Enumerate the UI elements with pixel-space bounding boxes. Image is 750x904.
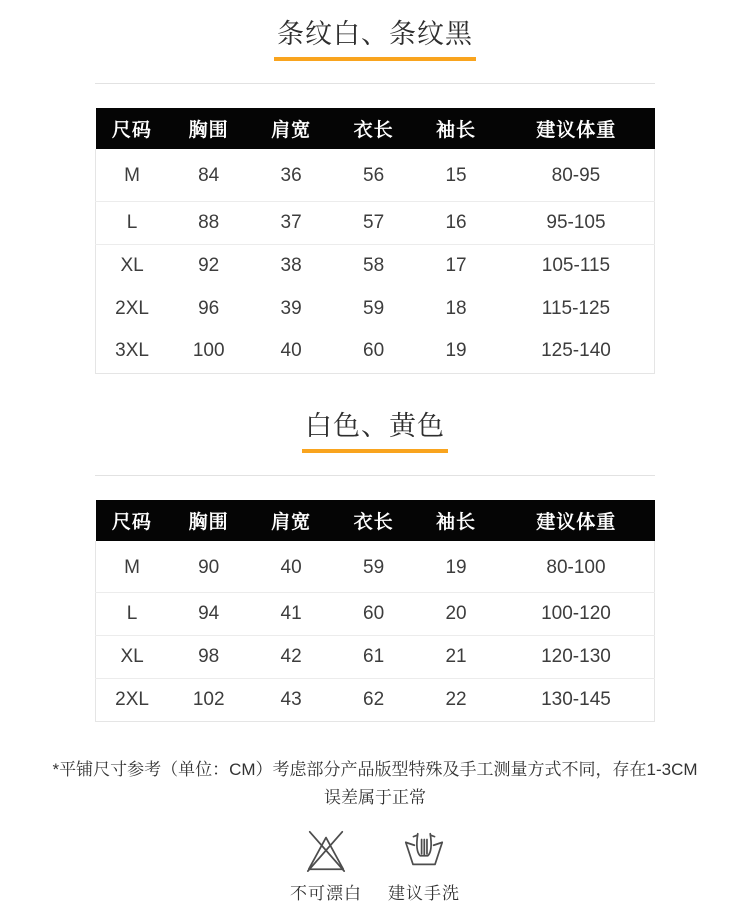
table-cell: 59 [333, 541, 414, 593]
table-cell: 20 [414, 593, 498, 636]
table-cell: 105-115 [498, 244, 655, 287]
table-cell: 60 [333, 593, 414, 636]
measurement-footnote: *平铺尺寸参考（单位：CM）考虑部分产品版型特殊及手工测量方式不同，存在1-3CM误差属于正常 [52, 760, 698, 807]
table-cell: 3XL [96, 330, 169, 373]
table-cell: 100 [168, 330, 249, 373]
care-item-hand-wash [388, 828, 460, 904]
column-header: 衣长 [333, 108, 414, 149]
header-row [96, 500, 655, 541]
table-cell: 62 [333, 679, 414, 722]
column-header: 袖长 [414, 108, 498, 149]
table-cell: XL [96, 636, 169, 679]
table-cell: 36 [249, 149, 333, 201]
table-cell: 21 [414, 636, 498, 679]
table-cell: L [96, 201, 169, 244]
table-row [96, 201, 655, 244]
table-row [96, 287, 655, 330]
hand-wash-icon [401, 828, 447, 874]
table-cell: 84 [168, 149, 249, 201]
table-cell: 38 [280, 254, 302, 276]
table-cell: 39 [280, 297, 302, 319]
table-cell: 41 [249, 593, 333, 636]
table-row [96, 593, 655, 636]
table-cell: M [96, 541, 169, 593]
column-header: 衣长 [333, 500, 414, 541]
divider-line [95, 83, 655, 84]
column-header: 尺码 [96, 108, 169, 149]
table-cell: 58 [363, 254, 385, 276]
table-cell: 59 [363, 297, 385, 319]
column-header: 肩宽 [249, 108, 333, 149]
table-cell: 56 [333, 149, 414, 201]
table-cell: XL [96, 244, 169, 287]
table-cell: 40 [249, 330, 333, 373]
table-cell: 19 [414, 541, 498, 593]
section2-title [0, 404, 750, 453]
table-cell: 125-140 [498, 330, 655, 373]
table-row [96, 541, 655, 593]
table-cell: 130-145 [498, 679, 655, 722]
table-cell: 102 [168, 679, 249, 722]
column-header: 胸围 [168, 500, 249, 541]
table-cell: 90 [168, 541, 249, 593]
section2-title-text: 白色、黄色 [302, 404, 448, 453]
table-cell: 100-120 [498, 593, 655, 636]
table-cell: 43 [249, 679, 333, 722]
table-cell: 2XL [96, 287, 169, 330]
table-cell: 22 [414, 679, 498, 722]
table-cell: 95-105 [498, 201, 655, 244]
divider-line [95, 475, 655, 476]
table-cell: 80-95 [498, 149, 655, 201]
table-cell: 96 [198, 297, 220, 319]
table-cell: 2XL [96, 679, 169, 722]
table-cell: 98 [168, 636, 249, 679]
column-header: 建议体重 [498, 108, 655, 149]
table-cell: 115-125 [498, 287, 655, 330]
table-cell: 40 [249, 541, 333, 593]
table-cell: 60 [333, 330, 414, 373]
column-header: 肩宽 [249, 500, 333, 541]
table-cell: 19 [414, 330, 498, 373]
column-header: 袖长 [414, 500, 498, 541]
table-cell: 120-130 [498, 636, 655, 679]
table-cell: 94 [168, 593, 249, 636]
column-header: 尺码 [96, 500, 169, 541]
table-cell: 37 [249, 201, 333, 244]
table-cell: 61 [333, 636, 414, 679]
table-cell: 92 [198, 254, 220, 276]
table-cell: 17 [445, 254, 467, 276]
table-cell: 88 [168, 201, 249, 244]
table-cell: 42 [249, 636, 333, 679]
table-row [96, 679, 655, 722]
care-label-hand-wash: 建议手洗 [388, 884, 460, 903]
table-cell: 80-100 [498, 541, 655, 593]
section1-title [0, 12, 750, 61]
table-row [96, 636, 655, 679]
table-row [96, 330, 655, 373]
size-table-solid [95, 500, 655, 723]
header-row [96, 108, 655, 149]
no-bleach-icon [303, 828, 349, 874]
table-cell: L [96, 593, 169, 636]
table-row [96, 244, 655, 287]
size-table-striped [95, 108, 655, 374]
table-cell: 57 [333, 201, 414, 244]
care-item-no-bleach [290, 828, 362, 904]
table-cell: 16 [414, 201, 498, 244]
care-instructions [0, 828, 750, 904]
section1-title-text: 条纹白、条纹黑 [274, 12, 476, 61]
care-label-no-bleach: 不可漂白 [290, 884, 362, 903]
table-cell: 15 [414, 149, 498, 201]
table-cell: 18 [445, 297, 467, 319]
table-row [96, 149, 655, 201]
column-header: 建议体重 [498, 500, 655, 541]
table-cell: M [96, 149, 169, 201]
column-header: 胸围 [168, 108, 249, 149]
